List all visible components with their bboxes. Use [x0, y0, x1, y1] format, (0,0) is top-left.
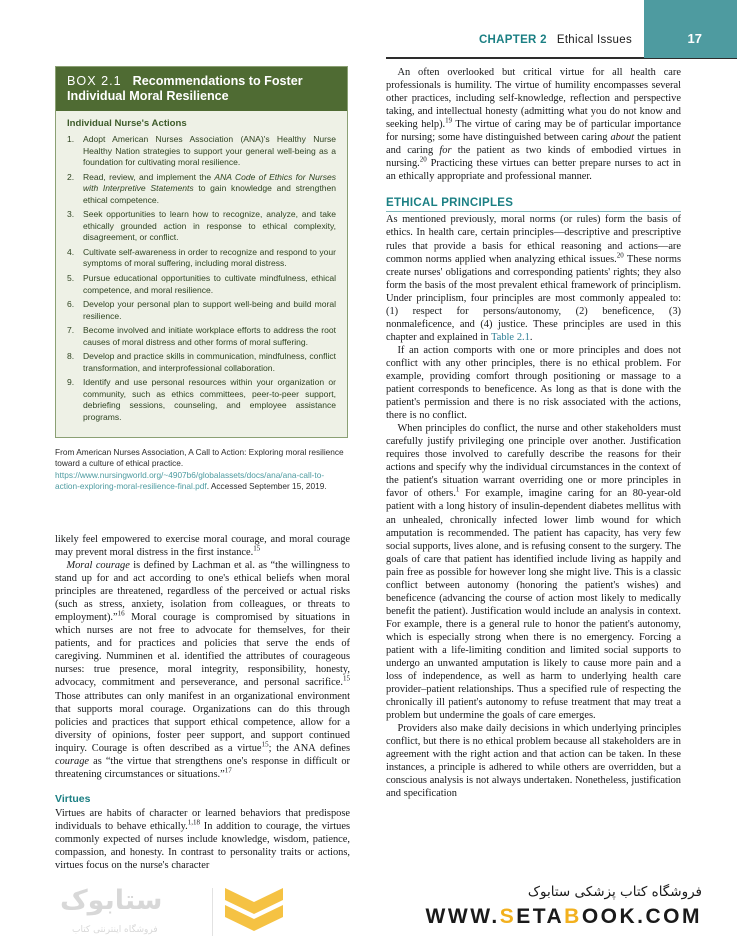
paragraph-humility	[386, 66, 681, 183]
box-recommendation-list	[67, 134, 336, 424]
conflict-text-2: For example, imagine caring for an 80-year-old patient with a long history of insulin-dependent diabetes mellitus with an unhealed, chronically infected lower limb wound for which amputation is recommended. The patient has capacity, has very few social supports, lives alone, and is refusing consent to the surgery. The goals of care that patient has identified include living as happily and pain free as possible for however long she might live. This is a classic conflict between autonomy (honoring the patient's wishes) and beneficence (advancing the course of action most likely to medically benefit the patient). Justification would include an analysis in context. For example, there is a general rule to honor the patient's autonomy, which is especially strong when there is no emergency. Forcing a patient with a life-limiting condition and limited social supports to undergo an unwanted amputation is likely to cause more pain and a loss of independence, as well as harm to underlying health care provider–patient relationships. Thus a specified rule of respecting the chronically ill patient's autonomy to refuse treatment that may treat a problem but undermine the goals of care emerges.	[386, 488, 681, 722]
setabook-persian-wordmark: ستابوک	[60, 885, 163, 916]
setabook-logo	[60, 883, 260, 941]
virtues-text-2: In addition to courage, the virtues commonly expected of nurses include knowledge, wisdom, patience, compassion, and honesty. In contrast to personality traits or actions, virtues focus on the nurse's character	[55, 820, 350, 872]
table-link[interactable]: Table 2.1	[491, 331, 530, 343]
paragraph-principles	[386, 213, 681, 343]
url-part-1: WWW.	[425, 905, 500, 928]
box-header	[56, 67, 347, 111]
chevron-icon	[225, 888, 283, 938]
caring-about-term: about	[610, 132, 635, 144]
paragraph-comport: If an action comports with one or more principles and does not conflict with any other principles, there is no ethical problem. For example, providing comfort through positioning or massage to a patient corresponds to beneficence. As long as that is done with the patient's permission and there is no risk associated with the actions, there is no conflict.	[386, 344, 681, 422]
right-column	[386, 66, 681, 801]
footnote-ref: 1,18	[187, 818, 200, 827]
list-item: Cultivate self-awareness in order to recognize and respond to your symptoms of moral suffering, including moral distress.	[83, 246, 336, 269]
conflict-text-1: When principles do conflict, the nurse and other stakeholders must carefully justify privileging one principle over another. Justification requires those involved to carefully describe the reasons for their actions and specify why the individual circumstances in the context of the patient's situation warrant overriding one or more principles in favor of others.	[386, 423, 681, 500]
logo-divider	[212, 888, 213, 936]
footnote-ref: 20	[419, 155, 427, 164]
paragraph-continued	[55, 533, 350, 559]
box-body	[56, 111, 347, 437]
setabook-url[interactable]	[426, 905, 702, 929]
humility-text-2: The virtue of caring may be of particular importance for nursing; some have distinguished between caring	[386, 119, 682, 144]
footnote-ref: 15	[343, 675, 350, 683]
paragraph-conflict	[386, 422, 681, 722]
section-heading-ethical-principles: ETHICAL PRINCIPLES	[386, 197, 681, 212]
setabook-persian-subtitle: فروشگاه اینترنتی کتاب	[72, 925, 158, 935]
box-source-suffix: . Accessed September 15, 2019.	[206, 481, 327, 492]
running-head-text	[479, 34, 632, 46]
paragraph-moral-courage	[55, 559, 350, 781]
url-highlight-b: B	[564, 905, 582, 928]
page-number-box	[644, 0, 737, 58]
footnote-ref: 15	[261, 740, 269, 749]
footnote-ref: 20	[616, 251, 624, 260]
paragraph-providers: Providers also make daily decisions in which underlying principles conflict, but there is no ethical problem because all stakeholders are in agreement with the right action and that action can be taken. In these instances, a principle is adhered to while others are overridden, but a conscious analysis is not always undertaken. Nonetheless, justification and specification	[386, 723, 681, 800]
list-item: Develop your personal plan to support well-being and build moral resilience.	[83, 299, 336, 321]
footnote-ref: 19	[445, 116, 453, 125]
page-number: 17	[687, 31, 702, 46]
mc-text-2: Moral courage is compromised by situations in which nurses are not free to advocate for themselves, for their patients, and for practices and policies that serve the ends of caregiving. Numminen et al. identified the attributes of courageous nurses: true presence, moral integrity, responsibility, honesty, advocacy, commitment and perseverance, and personal sacrifice.	[55, 612, 350, 689]
url-part-2: ETA	[516, 905, 565, 928]
list-item: Pursue educational opportunities to cultivate mindfulness, ethical competence, and moral resilience.	[83, 273, 336, 295]
caring-for-term: for	[439, 145, 452, 157]
humility-text-3: the patient and caring	[386, 132, 681, 157]
subsection-heading-virtues: Virtues	[55, 792, 91, 805]
list-item: Become involved and initiate workplace efforts to address the root causes of moral distress and other forms of moral suffering.	[83, 325, 336, 347]
mc-text-5: as “the virtue that strengthens one's response in difficult or threatening circumstances or situations.”	[55, 755, 350, 780]
chapter-label: CHAPTER 2	[478, 34, 547, 46]
courage-term: courage	[55, 755, 90, 767]
principles-text-3: .	[529, 331, 533, 343]
mc-text-4: ; the ANA defines	[268, 742, 351, 754]
principles-text-1: As mentioned previously, moral norms (or rules) form the basis of ethics. In health care, certain principles—descriptive and prescriptive rules that provide a basis for ethical reasoning and actions—are common norms applied when analyzing ethical issues.	[386, 214, 681, 265]
list-item: Identify and use personal resources within your organization or community, such as ethics committees, peer-to-peer support, debriefing sessions, counseling, and employee assistance programs.	[83, 377, 336, 423]
footnote-ref: 16	[117, 609, 125, 618]
footnote-ref: 17	[224, 766, 232, 775]
humility-text-5: Practicing these virtues can better prepare nurses to act in an ethically appropriate and professional manner.	[386, 158, 681, 183]
setabook-text-block	[426, 884, 702, 929]
paragraph-continued-text: likely feel empowered to exercise moral courage, and moral courage may prevent moral distress in the first instance.	[55, 533, 350, 558]
list-item: Develop and practice skills in communication, mindfulness, conflict transformation, and interprofessional collaboration.	[83, 351, 336, 373]
list-item: Adopt American Nurses Association (ANA)'s Healthy Nurse Healthy Nation strategies to support your general well-being as a foundation for cultivating moral resilience.	[83, 134, 336, 168]
list-item: Read, review, and implement the ANA Code of Ethics for Nurses with Interpretive Statements to gain knowledge and strengthen ethical competence.	[83, 171, 336, 205]
humility-text-4: the patient as two kinds of embodied virtues in nursing.	[386, 145, 681, 170]
humility-text-1: An often overlooked but critical virtue for all health care professionals is humility. The virtue of humility encompasses several other practices, including self-knowledge, reflection and perspective taking, and intellectual honesty (admitting what you do not know and seeking help).	[386, 67, 681, 131]
footer-watermark-band	[0, 880, 737, 943]
column-spacer	[55, 507, 350, 533]
box-source-note	[55, 447, 348, 493]
mc-text-1: is defined by Lachman et al. as “the willingness to stand up for and act according to one's ethical beliefs when moral principles are threatened, regardless of the perceived or actual risks (such as stress, anxiety, isolation from colleagues, or threats to employment).”	[55, 560, 350, 624]
box-source-url[interactable]: https://www.nursingworld.org/~4907b6/globalassets/docs/ana/ana-call-to-action-exploring-moral-resilience-final.pdf	[55, 469, 325, 492]
paragraph-virtues	[55, 807, 350, 872]
url-highlight-s: S	[499, 905, 517, 928]
list-item: Seek opportunities to learn how to recognize, analyze, and take ethically grounded action in response to ethical complexity, disagreement, or conflict.	[83, 209, 336, 243]
url-part-3: OOK.COM	[581, 905, 702, 928]
principles-text-2: These norms create nurses' obligations and corresponding patients' rights; they also form the basis of the most prevalent ethical framework of principlism. Under principlism, four principles are most commonly appealed to: (1) respect for persons/autonomy, (2) beneficence, (3) nonmaleficence, and (4) justice. These principles are used in this chapter and explained in	[386, 253, 681, 343]
footnote-ref: 15	[253, 544, 261, 553]
chapter-title: Ethical Issues	[556, 34, 632, 46]
moral-courage-term: Moral courage	[66, 560, 130, 572]
left-column	[55, 66, 350, 872]
box-source-prefix: From American Nurses Association, A Call to Action: Exploring moral resilience toward a culture of ethical practice.	[55, 446, 344, 469]
footnote-ref: 1	[455, 485, 460, 494]
box-2-1	[55, 66, 348, 438]
setabook-tagline: فروشگاه کتاب پزشکی ستابوک	[527, 884, 702, 900]
mc-text-3: Those attributes can only manifest in an organizational environment that supports moral courage. Organizations can do this through policies and practices that support ethical competence, allow for a diversity of opinions, foster peer support, and support continued inquiry. Courage is often described as a virtue	[55, 690, 350, 754]
running-head	[0, 0, 737, 62]
box-subhead: Individual Nurse's Actions	[67, 118, 187, 129]
box-title: Recommendations to Foster Individual Moral Resilience	[67, 74, 303, 103]
virtues-text-1: Virtues are habits of character or learned behaviors that predispose individuals to behave ethically.	[55, 807, 350, 832]
box-number: BOX 2.1	[67, 74, 122, 88]
